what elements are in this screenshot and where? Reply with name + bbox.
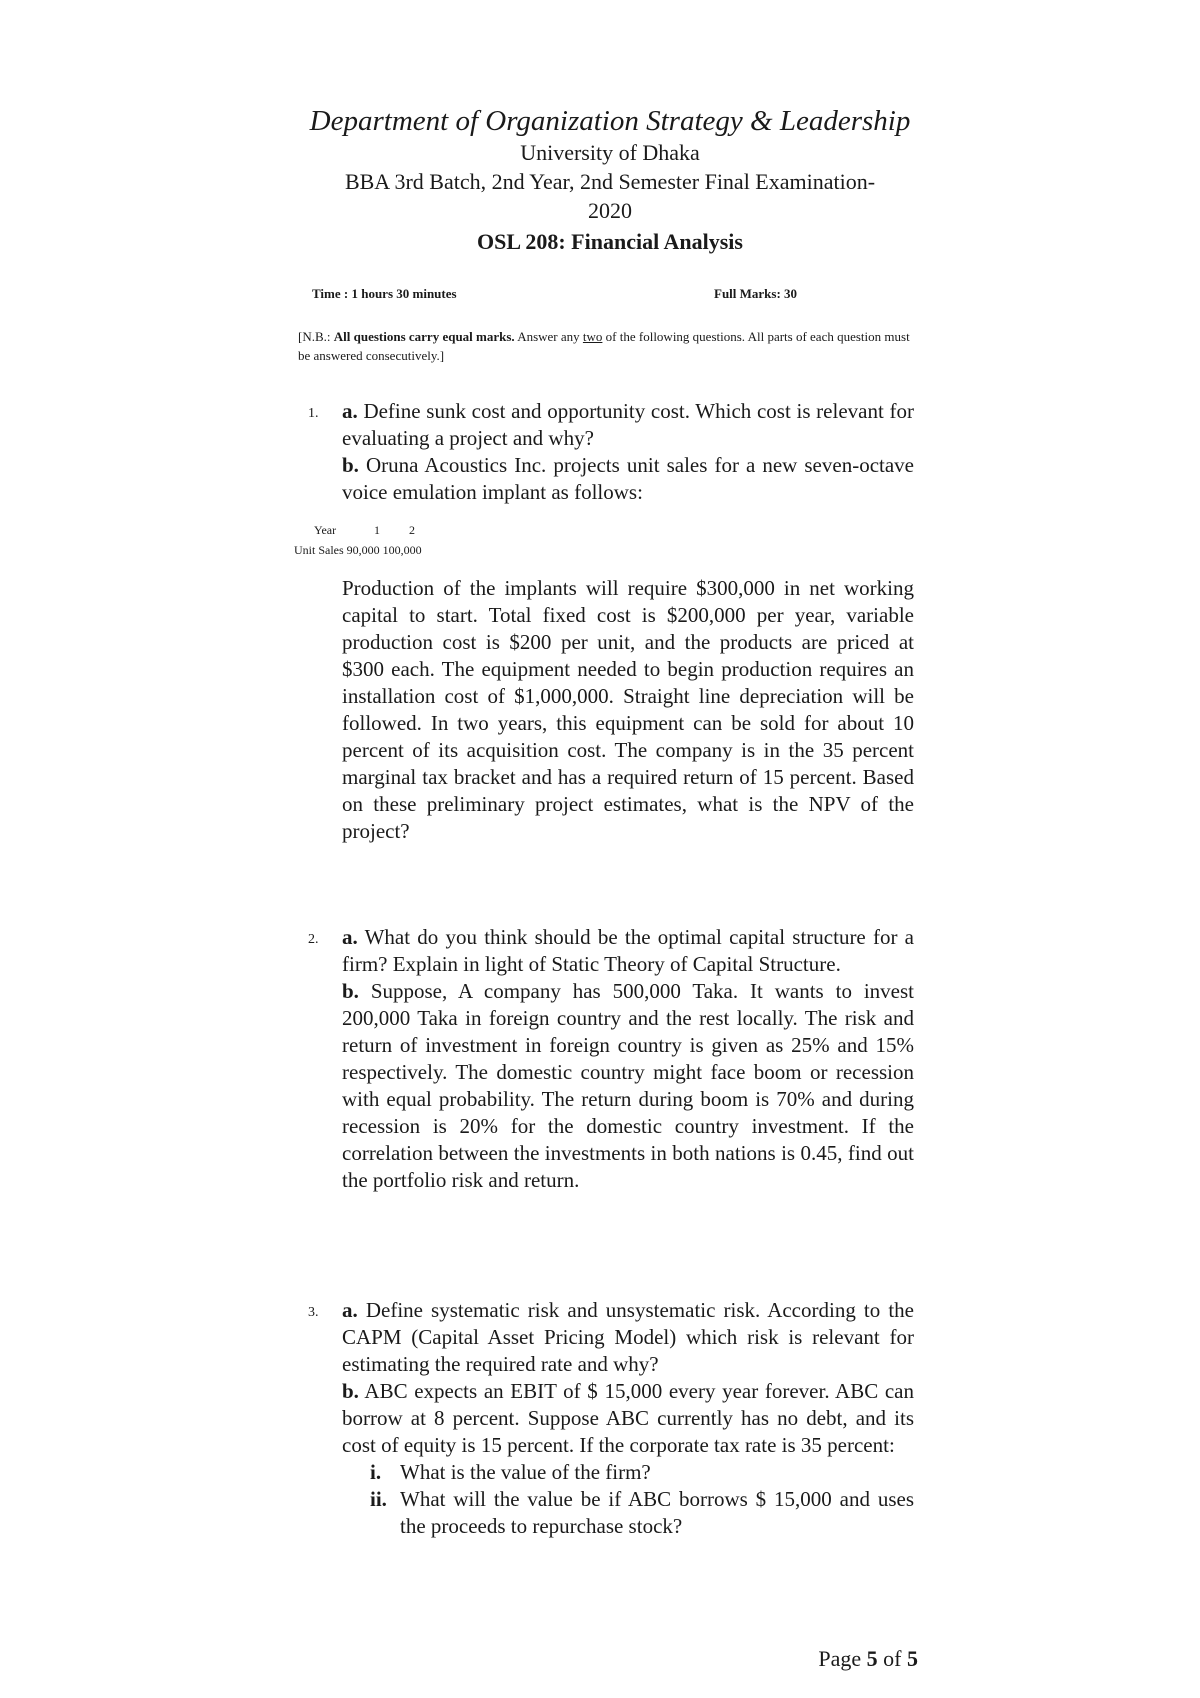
instructions-suffix: of the following questions. All parts of each question must be answered consecutively.] <box>298 329 910 363</box>
instructions <box>298 327 918 365</box>
question-1-a-text: Define sunk cost and opportunity cost. Which cost is relevant for evaluating a project and why? <box>342 399 914 450</box>
exam-time: Time : 1 hours 30 minutes <box>312 286 457 301</box>
unit-sales-label: Unit Sales <box>294 543 344 557</box>
page-current: 5 <box>866 1646 878 1671</box>
question-3-number: 3. <box>308 1305 319 1320</box>
instructions-underlined: two <box>582 329 603 344</box>
question-3-b-sub-i <box>370 1459 914 1486</box>
course-title: OSL 208: Financial Analysis <box>477 229 743 254</box>
unit-sales-value-1: 90,000 <box>346 543 380 557</box>
exam-title-line1: BBA 3rd Batch, 2nd Year, 2nd Semester Final Examination- <box>344 169 876 194</box>
question-2-a-label: a. <box>342 925 358 949</box>
year-label: Year <box>314 523 337 537</box>
exam-title-line2: 2020 <box>588 198 632 223</box>
question-1-b-continued <box>342 575 914 845</box>
instructions-bold: All questions carry equal marks. <box>333 329 515 344</box>
year-value-1: 1 <box>374 523 380 537</box>
university-name: University of Dhaka <box>520 140 700 165</box>
instructions-middle: Answer any <box>514 329 583 344</box>
question-1-b-label: b. <box>342 453 359 477</box>
table-row <box>294 520 422 540</box>
question-3-a-label: a. <box>342 1298 358 1322</box>
question-3-a-text: Define systematic risk and unsystematic risk. According to the CAPM (Capital Asset Pricing Model) which risk is relevant for estimating the required rate and why? <box>342 1298 914 1376</box>
question-1-number: 1. <box>308 406 319 421</box>
question-2-b-text: Suppose, A company has 500,000 Taka. It wants to invest 200,000 Taka in foreign country and the rest locally. The risk and return of investment in foreign country is given as 25% and 15% respectively. The domestic country might face boom or recession with equal probability. The return during boom is 70% and during recession is 20% for the domestic country investment. If the correlation between the investments in both nations is 0.45, find out the portfolio risk and return. <box>342 979 914 1192</box>
table-row <box>294 540 422 560</box>
page-number <box>818 1646 918 1672</box>
unit-sales-value-2: 100,000 <box>382 543 422 557</box>
exam-header <box>290 104 930 257</box>
question-1-a-label: a. <box>342 399 358 423</box>
sub-i-label: i. <box>370 1460 382 1484</box>
department-name: Department of Organization Strategy & Leadership <box>309 105 911 137</box>
question-1-part-a <box>342 398 914 506</box>
question-2-b-label: b. <box>342 979 359 1003</box>
question-1-b-paragraph-2: In two years, this equipment can be sold for about 10 percent of its acquisition cost. The company is in the 35 percent marginal tax bracket and has a required return of 15 percent. Based on these preliminary project estimates, what is the NPV of the project? <box>342 711 914 843</box>
full-marks: Full Marks: 30 <box>714 286 798 301</box>
sub-i-text: What is the value of the firm? <box>400 1460 651 1484</box>
sub-ii-text: What will the value be if ABC borrows $ 15,000 and uses the proceeds to repurchase stock? <box>400 1487 914 1538</box>
question-3-b-text: ABC expects an EBIT of $ 15,000 every year forever. ABC can borrow at 8 percent. Suppose ABC currently has no debt, and its cost of equity is 15 percent. If the corporate tax rate is 35 percent: <box>342 1379 914 1457</box>
year-value-2: 2 <box>409 523 415 537</box>
question-3 <box>342 1297 914 1540</box>
question-2-a-text: What do you think should be the optimal capital structure for a firm? Explain in light of Static Theory of Capital Structure. <box>342 925 914 976</box>
question-2 <box>342 924 914 1194</box>
page-total: 5 <box>907 1646 918 1671</box>
question-1-b-text: Oruna Acoustics Inc. projects unit sales for a new seven-octave voice emulation implant as follows: <box>342 453 914 504</box>
question-2-number: 2. <box>308 932 319 947</box>
page-prefix: Page <box>818 1646 867 1671</box>
sub-ii-label: ii. <box>370 1487 387 1511</box>
question-1-b-paragraph-1: Production of the implants will require $300,000 in net working capital to start. Total fixed cost is $200,000 per year, variable production cost is $200 per unit, and the products are priced at $300 each. The equipment needed to begin production requires an installation cost of $1,000,000. Straight line depreciation will be followed. <box>342 576 914 735</box>
unit-sales-table <box>294 520 422 560</box>
question-3-b-sub-ii <box>370 1486 914 1540</box>
question-3-b-label: b. <box>342 1379 359 1403</box>
instructions-prefix: [N.B.: <box>298 329 334 344</box>
page-of: of <box>877 1646 907 1671</box>
